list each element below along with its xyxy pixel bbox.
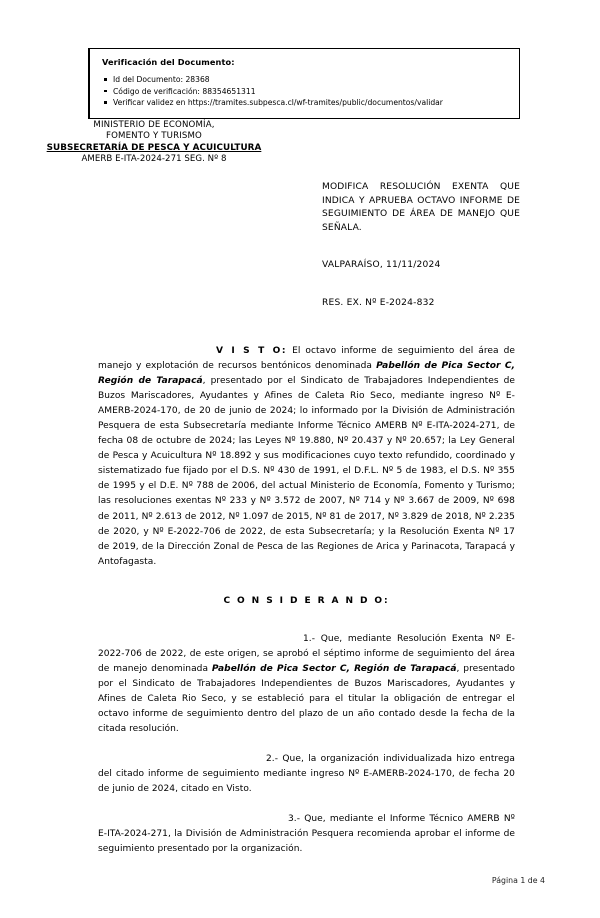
spacer xyxy=(98,797,515,812)
considerando-item-3 xyxy=(98,812,515,857)
considerando-item-1-area-name: Pabellón de Pica Sector C, Región de Tarapacá xyxy=(211,663,457,674)
ministry-header xyxy=(14,120,294,166)
ministry-line-2: FOMENTO Y TURISMO xyxy=(106,131,202,142)
considerando-item-2 xyxy=(98,752,515,797)
visto-area-name: Pabellón de Pica Sector C, Región de Tarapacá xyxy=(98,361,515,387)
document-code: AMERB E-ITA-2024-271 SEG. Nº 8 xyxy=(81,154,227,165)
considerando-item-3-text: 3.- Que, mediante el Informe Técnico AMERB Nº E-ITA-2024-271, la División de Administración Pesquera recomienda aprobar el informe de seguimiento presentado por la organización. xyxy=(98,814,515,855)
resolution-number: RES. EX. Nº E-2024-832 xyxy=(322,298,435,308)
visto-text-1: El octavo informe de seguimiento del área de manejo y explotación de recursos bentónicos denominada xyxy=(98,346,515,372)
page-title: MODIFICA RESOLUCIÓN EXENTA QUE INDICA Y APRUEBA OCTAVO INFORME DE SEGUIMIENTO DE ÁREA DE MANEJO QUE SEÑALA. xyxy=(322,182,520,233)
ministry-line-1: MINISTERIO DE ECONOMÍA, xyxy=(93,120,215,130)
place-and-date: VALPARAÍSO, 11/11/2024 xyxy=(322,260,441,270)
visto-text-2: , presentado por el Sindicato de Trabajadores Independientes de Buzos Mariscadores, Ayudantes y Afines de Caleta Rio Seco, mediante ingreso Nº E-AMERB-2024-170, de 20 de junio de 2024; lo informado por la División de Administración Pesquera de esta Subsecretaría mediante Informe Técnico AMERB Nº E-ITA-2024-271, de fecha 08 de octubre de 2024; las Leyes Nº 19.880, Nº 20.437 y Nº 20.657; la Ley General de Pesca y Acuicultura Nº 18.892 y sus modificaciones cuyo texto refundido, coordinado y sistematizado fue fijado por el D.S. Nº 430 de 1991, el D.F.L. Nº 5 de 1983, el D.S. Nº 355 de 1995 y el D.E. Nº 788 de 2006, del actual Ministerio de Economía, Fomento y Turismo; las resoluciones exentas Nº 233 y Nº 3.572 de 2007, Nº 714 y Nº 3.667 de 2009, Nº 698 de 2011, Nº 2.613 de 2012, Nº 1.097 de 2015, Nº 81 de 2017, Nº 3.829 de 2018, Nº 2.235 de 2020, y Nº E-2022-706 de 2022, de esta Subsecretaría; y la Resolución Exenta Nº 17 de 2019, de la Dirección Zonal de Pesca de las Regiones de Arica y Parinacota, Tarapacá y Antofagasta. xyxy=(98,376,515,567)
list-item: Id del Documento: 28368 xyxy=(102,74,509,86)
spacer xyxy=(98,606,515,632)
visto-paragraph xyxy=(98,344,515,570)
document-body xyxy=(98,344,515,857)
considerando-item-1-text-2: , presentado por el Sindicato de Trabajadores Independientes de Buzos Mariscadores, Ayudantes y Afines de Caleta Rio Seco, y se estableció para el titular la obligación de entregar el octavo informe de seguimiento dentro del plazo de un año contado desde la fecha de la citada resolución. xyxy=(98,663,515,734)
considerando-item-1 xyxy=(98,632,515,737)
verification-box xyxy=(88,48,520,119)
list-item: Código de verificación: 88354651311 xyxy=(102,86,509,98)
considerando-item-1-text-1: 1.- Que, mediante Resolución Exenta Nº E-2022-706 de 2022, de este origen, se aprobó el séptimo informe de seguimiento del área de manejo denominada xyxy=(98,633,515,674)
considerando-heading: C O N S I D E R A N D O: xyxy=(223,595,390,606)
considerando-item-2-text: 2.- Que, la organización individualizada hizo entrega del citado informe de seguimiento mediante ingreso Nº E-AMERB-2024-170, de fecha 20 de junio de 2024, citado en Visto. xyxy=(98,754,515,795)
list-item: Verificar validez en https://tramites.subpesca.cl/wf-tramites/public/documentos/validar xyxy=(102,97,509,109)
subsecretary-name: SUBSECRETARÍA DE PESCA Y ACUICULTURA xyxy=(46,142,262,153)
spacer xyxy=(98,737,515,752)
visto-heading: V I S T O: xyxy=(216,346,288,356)
verification-list xyxy=(102,74,509,109)
verification-title: Verificación del Documento: xyxy=(102,57,235,67)
page-footer: Página 1 de 4 xyxy=(491,876,545,885)
